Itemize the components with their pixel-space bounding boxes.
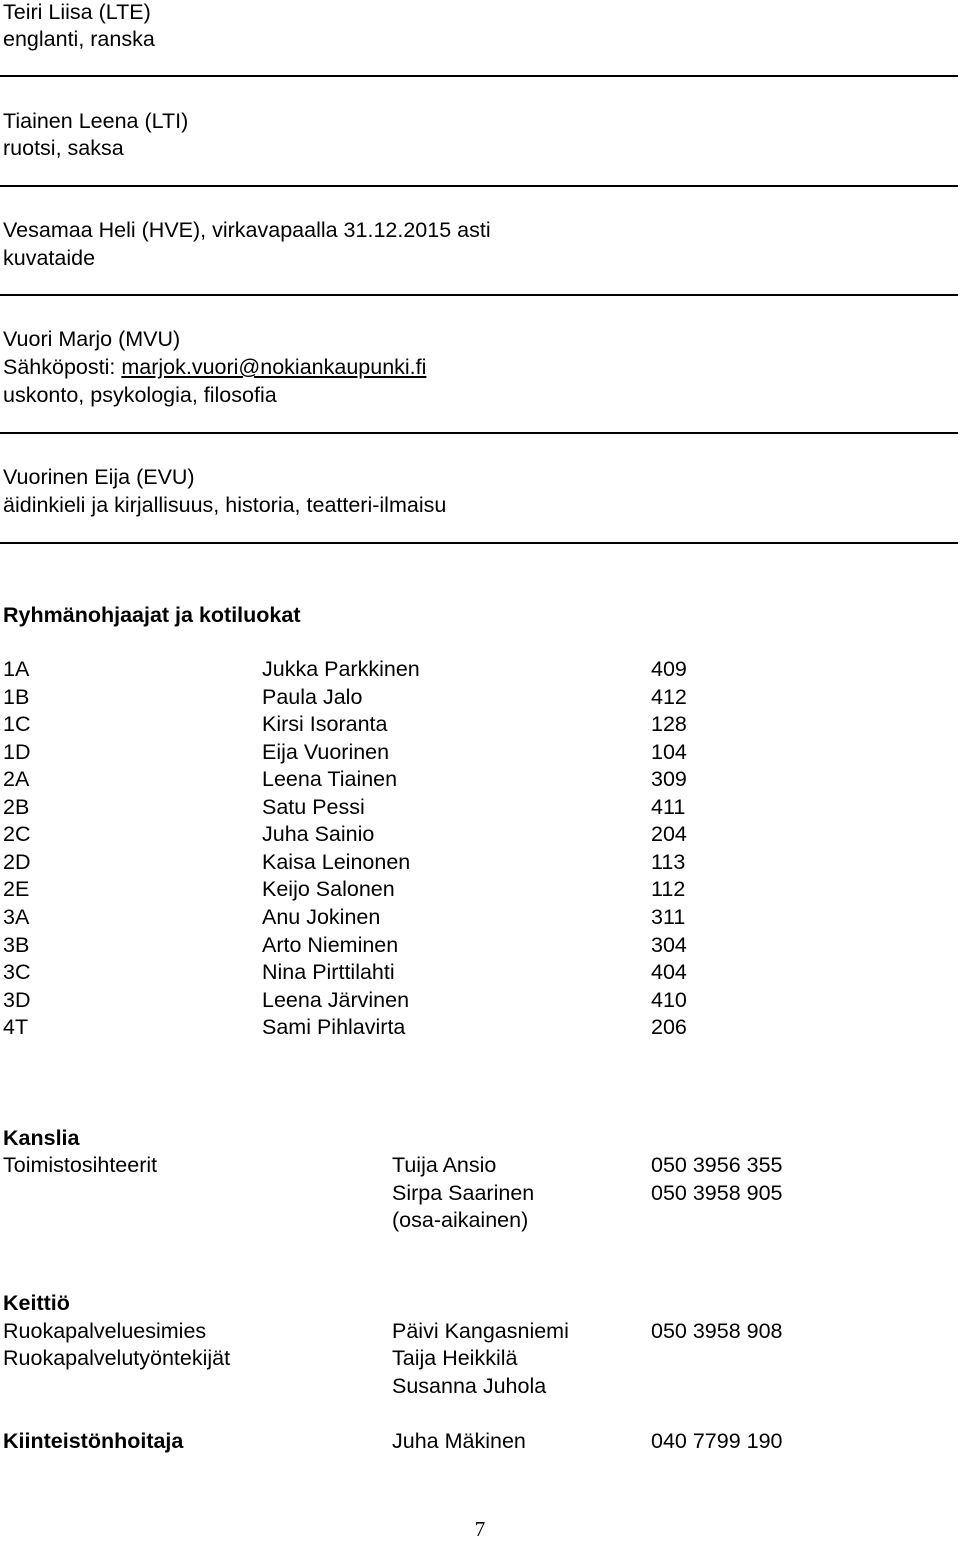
group-code: 2E xyxy=(3,877,30,901)
group-teacher: Nina Pirttilahti xyxy=(262,960,395,984)
kanslia-phone: 050 3956 355 xyxy=(651,1153,783,1177)
group-teacher: Kaisa Leinonen xyxy=(262,850,411,874)
group-code: 3A xyxy=(3,905,30,929)
group-room: 104 xyxy=(651,740,687,764)
group-room: 204 xyxy=(651,822,687,846)
group-code: 2A xyxy=(3,767,30,791)
group-teacher: Sami Pihlavirta xyxy=(262,1015,406,1039)
group-teacher: Keijo Salonen xyxy=(262,877,395,901)
group-code: 1A xyxy=(3,657,30,681)
staff-name: Teiri Liisa (LTE) xyxy=(3,0,151,24)
group-room: 404 xyxy=(651,960,687,984)
kiinteisto-person: Juha Mäkinen xyxy=(392,1429,526,1453)
group-code: 1C xyxy=(3,712,31,736)
kanslia-heading: Kanslia xyxy=(3,1126,80,1150)
group-teacher: Leena Tiainen xyxy=(262,767,398,791)
group-code: 2B xyxy=(3,795,30,819)
staff-email-row xyxy=(3,357,426,379)
group-room: 206 xyxy=(651,1015,687,1039)
group-teacher: Eija Vuorinen xyxy=(262,740,390,764)
divider xyxy=(0,75,958,77)
group-code: 1D xyxy=(3,740,31,764)
group-code: 3C xyxy=(3,960,31,984)
group-teacher: Kirsi Isoranta xyxy=(262,712,388,736)
email-label: Sähköposti: xyxy=(3,355,116,379)
email-link[interactable]: marjok.vuori@nokiankaupunki.fi xyxy=(121,355,427,379)
keittio-person: Taija Heikkilä xyxy=(392,1346,518,1370)
kanslia-person: Tuija Ansio xyxy=(392,1153,497,1177)
group-room: 112 xyxy=(651,877,686,901)
keittio-person: Susanna Juhola xyxy=(392,1374,547,1398)
staff-subjects: englanti, ranska xyxy=(3,27,155,51)
staff-subjects: uskonto, psykologia, filosofia xyxy=(3,383,277,407)
group-code: 3B xyxy=(3,933,30,957)
keittio-role: Ruokapalvelutyöntekijät xyxy=(3,1346,231,1370)
group-room: 304 xyxy=(651,933,687,957)
divider xyxy=(0,432,958,434)
staff-name: Vuori Marjo (MVU) xyxy=(3,327,181,351)
page-number: 7 xyxy=(474,1517,486,1541)
divider xyxy=(0,185,958,187)
staff-name: Tiainen Leena (LTI) xyxy=(3,109,189,133)
divider xyxy=(0,542,958,544)
groups-heading: Ryhmänohjaajat ja kotiluokat xyxy=(3,603,301,627)
group-room: 411 xyxy=(651,795,686,819)
kanslia-person: Sirpa Saarinen xyxy=(392,1181,535,1205)
kiinteisto-heading: Kiinteistönhoitaja xyxy=(3,1429,184,1453)
group-room: 128 xyxy=(651,712,687,736)
group-room: 309 xyxy=(651,767,687,791)
keittio-role: Ruokapalveluesimies xyxy=(3,1319,207,1343)
staff-subjects: ruotsi, saksa xyxy=(3,136,124,160)
group-code: 3D xyxy=(3,988,31,1012)
group-room: 409 xyxy=(651,657,687,681)
staff-subjects: kuvataide xyxy=(3,246,96,270)
keittio-heading: Keittiö xyxy=(3,1291,70,1315)
group-teacher: Paula Jalo xyxy=(262,685,363,709)
divider xyxy=(0,294,958,296)
staff-subjects: äidinkieli ja kirjallisuus, historia, teatteri-ilmaisu xyxy=(3,493,447,517)
staff-name: Vuorinen Eija (EVU) xyxy=(3,465,195,489)
group-teacher: Leena Järvinen xyxy=(262,988,410,1012)
group-room: 410 xyxy=(651,988,687,1012)
kanslia-note: (osa-aikainen) xyxy=(392,1208,529,1232)
kanslia-phone: 050 3958 905 xyxy=(651,1181,783,1205)
group-code: 2D xyxy=(3,850,31,874)
group-code: 4T xyxy=(3,1015,29,1039)
staff-name: Vesamaa Heli (HVE), virkavapaalla 31.12.2015 asti xyxy=(3,218,491,242)
group-teacher: Juha Sainio xyxy=(262,822,375,846)
group-teacher: Jukka Parkkinen xyxy=(262,657,420,681)
kanslia-role: Toimistosihteerit xyxy=(3,1153,158,1177)
keittio-person: Päivi Kangasniemi xyxy=(392,1319,569,1343)
group-teacher: Arto Nieminen xyxy=(262,933,399,957)
kiinteisto-phone: 040 7799 190 xyxy=(651,1429,783,1453)
group-code: 2C xyxy=(3,822,31,846)
group-room: 113 xyxy=(651,850,686,874)
group-teacher: Anu Jokinen xyxy=(262,905,381,929)
group-room: 311 xyxy=(651,905,686,929)
group-code: 1B xyxy=(3,685,30,709)
group-teacher: Satu Pessi xyxy=(262,795,365,819)
keittio-phone: 050 3958 908 xyxy=(651,1319,783,1343)
group-room: 412 xyxy=(651,685,687,709)
